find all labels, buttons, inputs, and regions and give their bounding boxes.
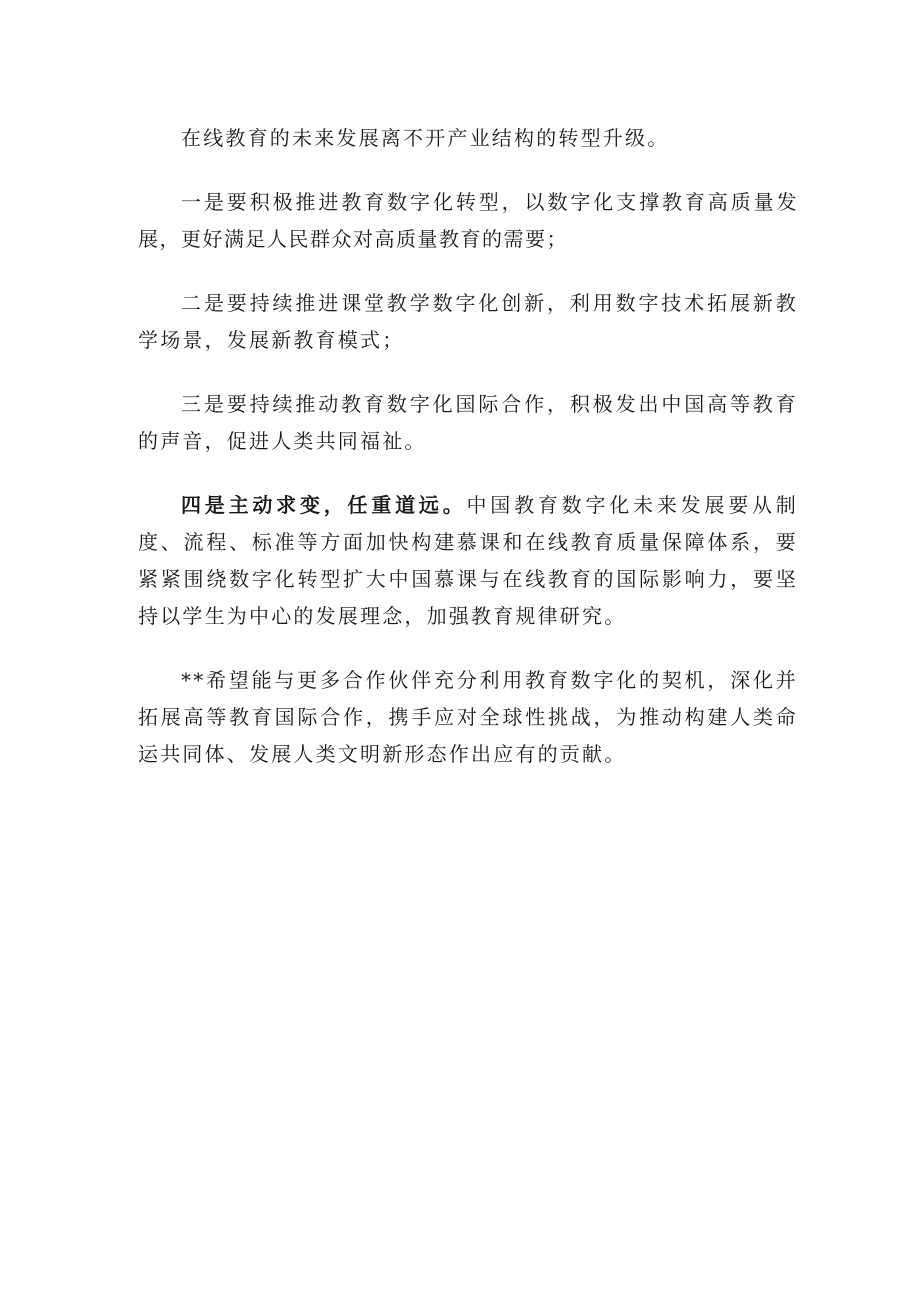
paragraph-point-one: 一是要积极推进教育数字化转型，以数字化支撑教育高质量发展，更好满足人民群众对高质量教育的需要； xyxy=(138,190,798,251)
document-body xyxy=(138,120,798,800)
paragraph-closing: **希望能与更多合作伙伴充分利用教育数字化的契机，深化并拓展高等教育国际合作，携手应对全球性挑战，为推动构建人类命运共同体、发展人类文明新形态作出应有的贡献。 xyxy=(138,668,798,766)
paragraph-point-four xyxy=(138,487,798,635)
paragraph-point-two: 二是要持续推进课堂教学数字化创新，利用数字技术拓展新教学场景，发展新教育模式； xyxy=(138,291,798,352)
paragraph-point-four-text: 中国教育数字化未来发展要从制度、流程、标准等方面加快构建慕课和在线教育质量保障体系，要紧紧围绕数字化转型扩大中国慕课与在线教育的国际影响力，要坚持以学生为中心的发展理念，加强教育规律研究。 xyxy=(138,493,798,628)
paragraph-point-three: 三是要持续推动教育数字化国际合作，积极发出中国高等教育的声音，促进人类共同福祉。 xyxy=(138,392,798,453)
paragraph-intro: 在线教育的未来发展离不开产业结构的转型升级。 xyxy=(181,126,670,150)
paragraph-point-four-heading: 四是主动求变，任重道远。 xyxy=(181,493,467,517)
